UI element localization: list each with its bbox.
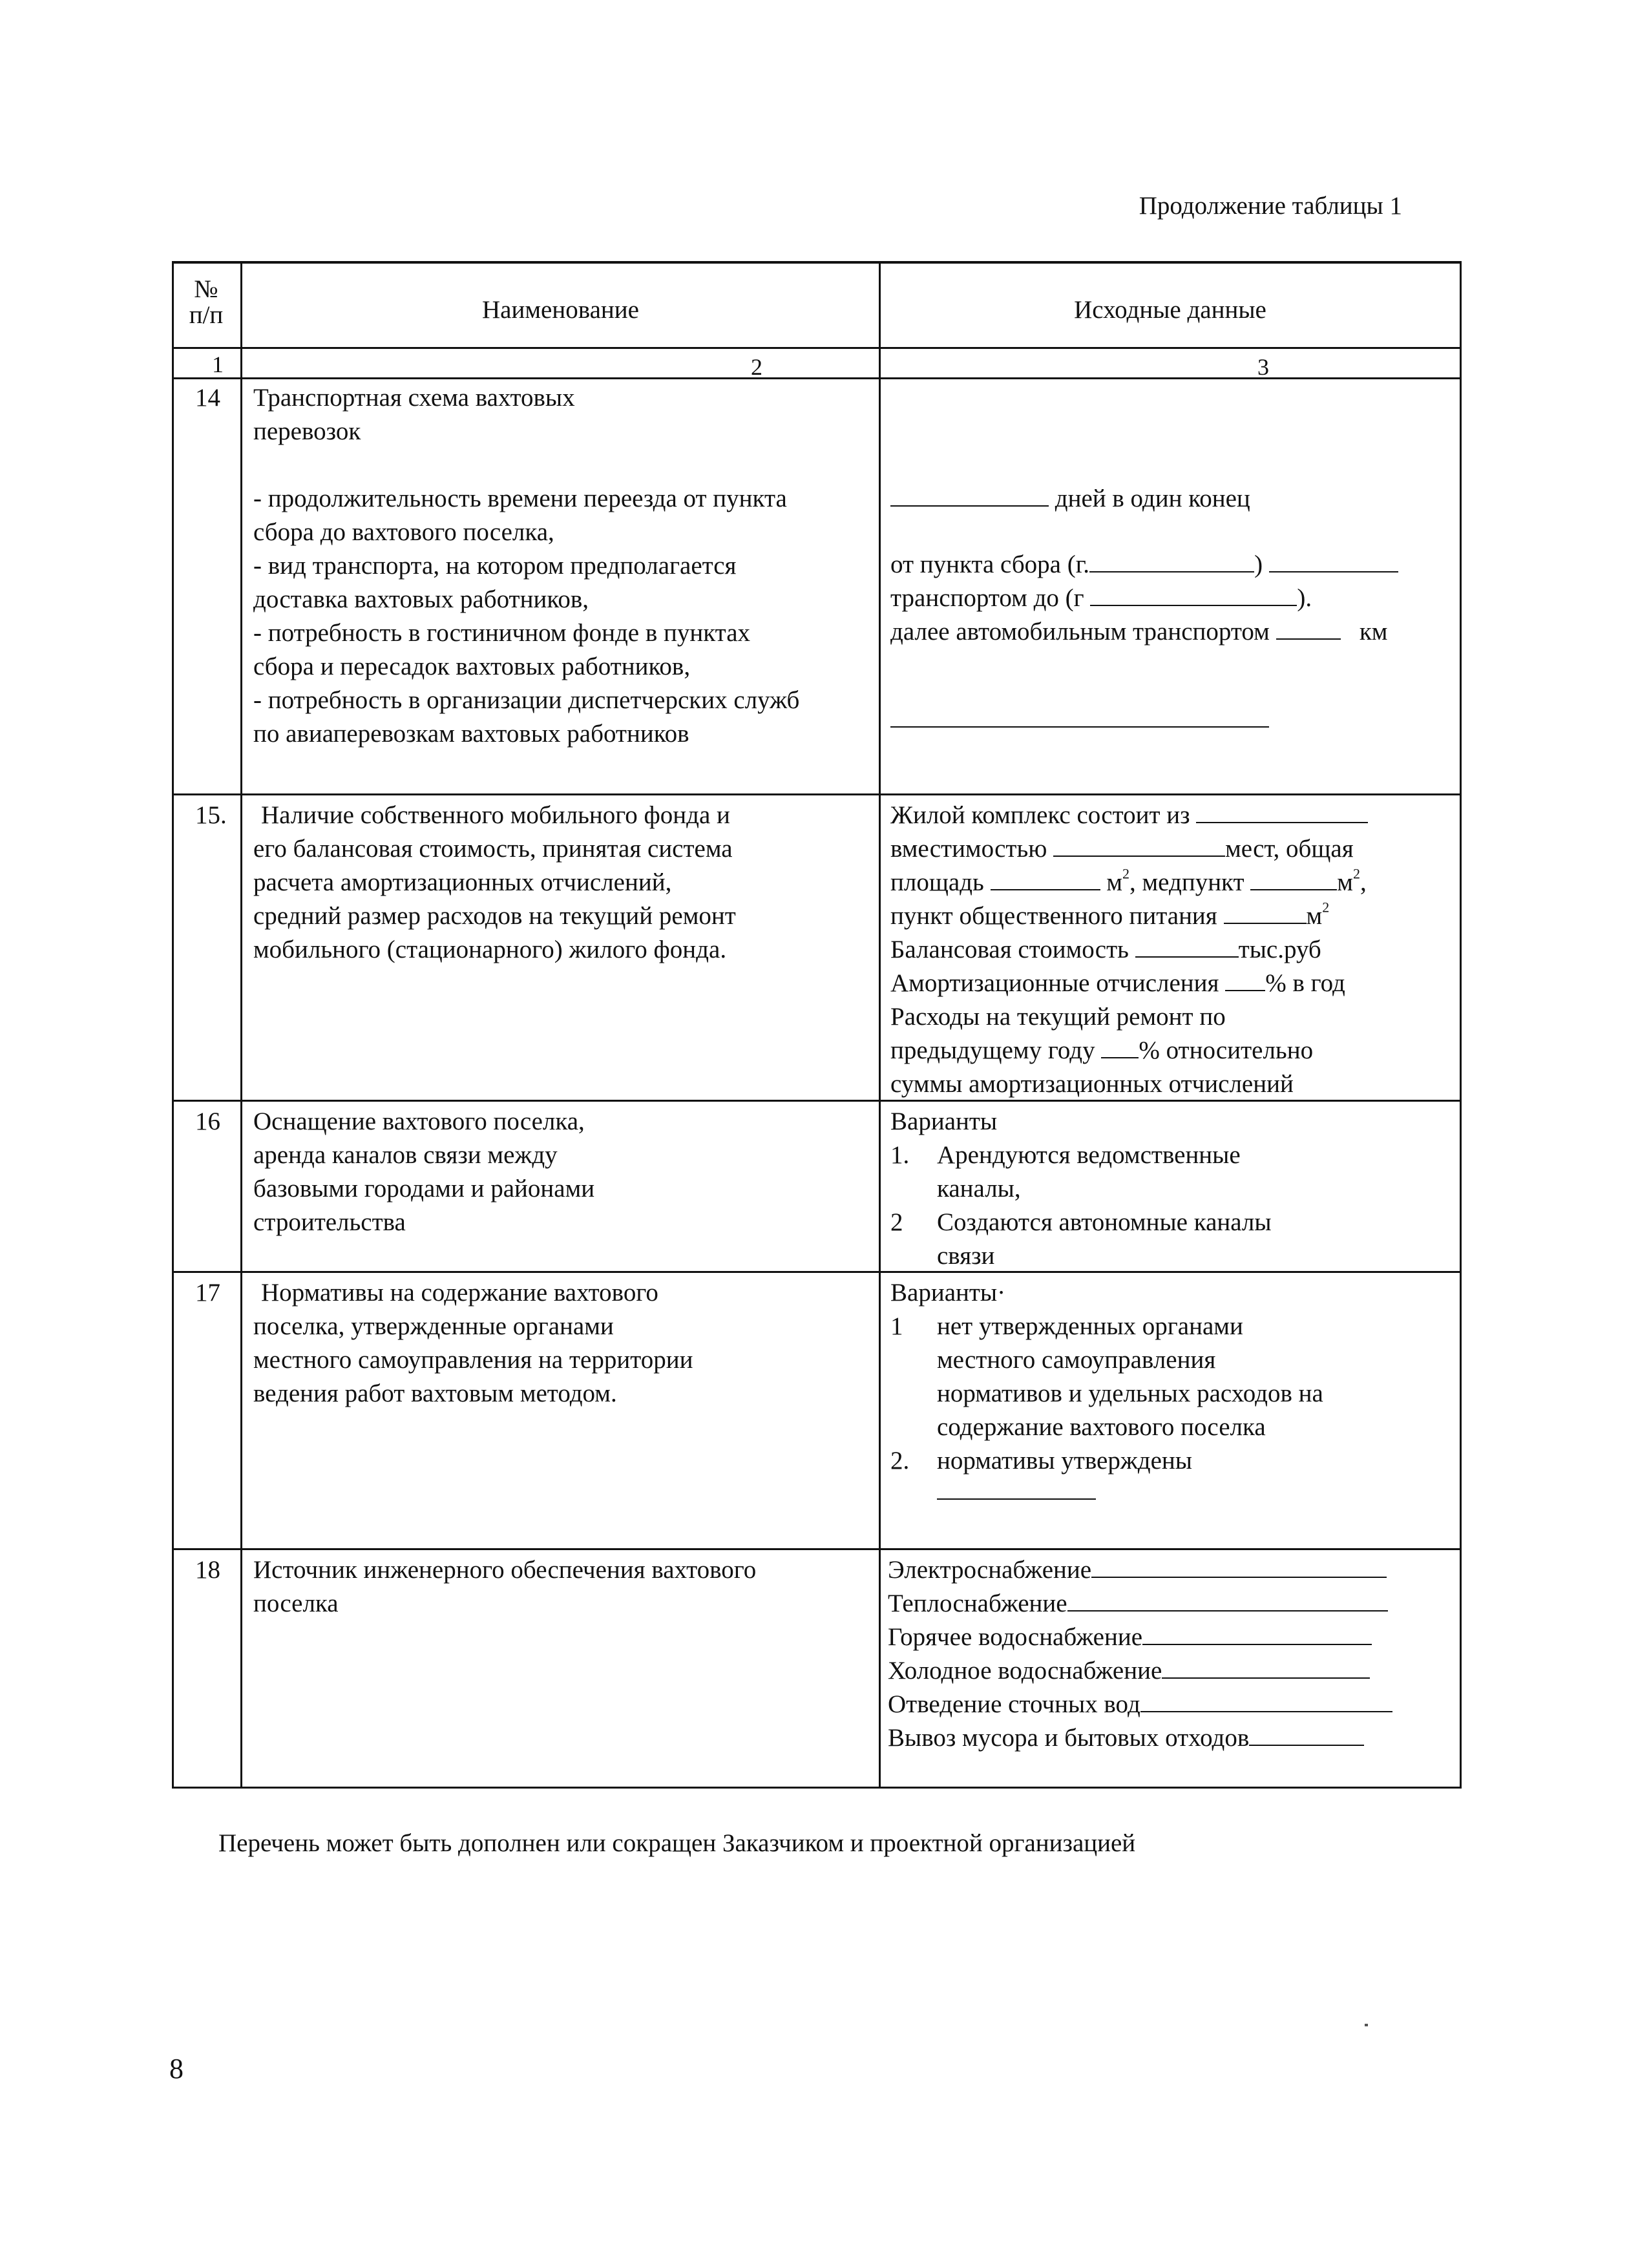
- option-1-text: нет утвержденных органами: [937, 1312, 1243, 1340]
- utility-label: Теплоснабжение: [888, 1590, 1067, 1617]
- table-top-border: [172, 261, 1462, 264]
- places-label: мест, общая: [1225, 835, 1354, 863]
- option-1-text-cont: содержание вахтового поселка: [937, 1413, 1266, 1441]
- blank-capacity: [1053, 833, 1225, 857]
- utility-heating: [888, 1587, 1453, 1621]
- capacity-line: [890, 832, 1453, 866]
- header-col-number-line1: №: [194, 275, 218, 303]
- blank-electricity: [1091, 1554, 1387, 1578]
- option-2-number: 2.: [890, 1447, 910, 1475]
- option-2: [890, 1206, 1453, 1239]
- blank-days: [890, 483, 1049, 507]
- variants-label: Варианты: [890, 1108, 998, 1135]
- repair-line-2: [890, 1034, 1453, 1067]
- thousand-rub-label: тыс.руб: [1238, 936, 1321, 963]
- blank-cold-water: [1162, 1655, 1370, 1679]
- utility-cold-water: [888, 1654, 1453, 1688]
- row-divider-17: [172, 1548, 1462, 1550]
- utility-electricity: [888, 1553, 1453, 1587]
- row-18-name-line: Источник инженерного обеспечения вахтового: [253, 1556, 757, 1584]
- transport-to-line: [890, 582, 1453, 615]
- blank-hot-water: [1142, 1621, 1372, 1645]
- row-16-name-line: Оснащение вахтового поселка,: [253, 1108, 585, 1135]
- row-16-name: [253, 1105, 594, 1239]
- table-right-border: [1460, 261, 1462, 1789]
- days-label: дней в один конец: [1055, 485, 1250, 512]
- row-17-name-line: поселка, утвержденные органами: [253, 1312, 614, 1340]
- utility-label: Электроснабжение: [888, 1556, 1092, 1584]
- row-18-number: 18: [195, 1556, 220, 1584]
- row-14-name-line: сбора до вахтового поселка,: [253, 518, 554, 546]
- row-17-name-line: Нормативы на содержание вахтового: [261, 1279, 658, 1307]
- repair-prev-year-label: предыдущему году: [890, 1036, 1095, 1064]
- repair-relative-label: % относительно: [1139, 1036, 1314, 1064]
- row-14-name-line: перевозок: [253, 417, 361, 445]
- row-14-name-line: по авиаперевозкам вахтовых работников: [253, 720, 689, 748]
- row-15-name-line: мобильного (стационарного) жилого фонда.: [253, 936, 727, 963]
- column-number-2: 2: [751, 354, 762, 380]
- blank-heating: [1067, 1588, 1388, 1612]
- row-14-name-line: [253, 448, 799, 482]
- option-2-text-cont: связи: [937, 1242, 995, 1270]
- blank-balance: [1135, 934, 1239, 958]
- table-left-border: [172, 261, 174, 1789]
- blank-amort-percent: [1225, 967, 1265, 991]
- further-auto-label: далее автомобильным транспортом: [890, 618, 1270, 646]
- column-number-1: 1: [212, 352, 224, 377]
- row-15-name-line: Наличие собственного мобильного фонда и: [261, 801, 730, 829]
- option-1-text-cont: нормативов и удельных расходов на: [937, 1380, 1323, 1407]
- utility-label: Отведение сточных вод: [888, 1690, 1140, 1718]
- amort-line: [890, 967, 1453, 1000]
- row-14-name-line: - потребность в организации диспетчерских служб: [253, 686, 800, 714]
- option-1-text: Арендуются ведомственные: [937, 1141, 1241, 1169]
- option-1-number: 1: [890, 1312, 903, 1340]
- blank-waste: [1249, 1722, 1364, 1746]
- km-label: км: [1359, 618, 1388, 646]
- blank-sewage: [1140, 1688, 1392, 1712]
- catering-line: [890, 899, 1453, 933]
- option-2-number: 2: [890, 1208, 903, 1236]
- row-17-number: 17: [195, 1279, 220, 1307]
- utility-label: Горячее водоснабжение: [888, 1623, 1143, 1651]
- row-14-name-line: Транспортная схема вахтовых: [253, 384, 575, 412]
- utility-waste: [888, 1721, 1453, 1755]
- catering-label: пункт общественного питания: [890, 902, 1217, 930]
- row-14-name-line: сбора и пересадок вахтовых работников,: [253, 653, 691, 680]
- row-15-name-line: расчета амортизационных отчислений,: [253, 868, 672, 896]
- option-1-text-cont: местного самоуправления: [937, 1346, 1216, 1374]
- footnote: Перечень может быть дополнен или сокращен Заказчиком и проектной организацией: [218, 1829, 1136, 1857]
- transport-to-label: транспортом до (г: [890, 584, 1084, 612]
- row-15-name-line: его балансовая стоимость, принятая система: [253, 835, 733, 863]
- header-col-name: Наименование: [482, 296, 639, 324]
- option-2-text: Создаются автономные каналы: [937, 1208, 1272, 1236]
- blank-repair-percent: [1101, 1034, 1139, 1058]
- repair-line-1: Расходы на текущий ремонт по: [890, 1003, 1226, 1031]
- row-17-name: [253, 1276, 693, 1411]
- option-1-number: 1.: [890, 1141, 910, 1169]
- blank-hotel-fund: [890, 704, 1269, 728]
- utility-label: Вывоз мусора и бытовых отходов: [888, 1724, 1250, 1752]
- row-18-data: [888, 1553, 1453, 1755]
- amort-label: Амортизационные отчисления: [890, 969, 1219, 997]
- row-15-name-line: средний размер расходов на текущий ремонт: [253, 902, 736, 930]
- utility-sewage: [888, 1688, 1453, 1721]
- balance-label: Балансовая стоимость: [890, 936, 1129, 963]
- row-18-name: [253, 1553, 756, 1621]
- scan-speck: [1365, 2024, 1368, 2026]
- option-2: [890, 1444, 1453, 1478]
- capacity-label: вместимостью: [890, 835, 1047, 863]
- option-1: [890, 1310, 1453, 1343]
- m2-comma-label: $м^2$,: [1337, 865, 1367, 896]
- row-14-name-line: доставка вахтовых работников,: [253, 585, 589, 613]
- row-14-name-line: - вид транспорта, на котором предполагается: [253, 552, 737, 580]
- blank-catering-area: [1224, 900, 1307, 924]
- blank-km: [1276, 616, 1341, 640]
- header-divider: [172, 347, 1462, 349]
- row-16-name-line: аренда каналов связи между: [253, 1141, 558, 1169]
- blank-complex-composition: [1196, 799, 1368, 823]
- blank-from-city: [1089, 549, 1254, 572]
- blank-transport-kind: [1269, 549, 1398, 572]
- header-col-source-data: Исходные данные: [1074, 296, 1266, 324]
- repair-line-3: суммы амортизационных отчислений: [890, 1070, 1294, 1098]
- further-auto-line: [890, 615, 1453, 649]
- row-16-name-line: базовыми городами и районами: [253, 1175, 595, 1202]
- table-bottom-border: [172, 1787, 1462, 1789]
- col1-divider: [240, 261, 242, 1789]
- m2-label: $м^2$: [1306, 899, 1330, 930]
- data-table: [172, 261, 1462, 1789]
- column-number-3: 3: [1257, 354, 1269, 380]
- row-18-name-line: поселка: [253, 1590, 339, 1617]
- balance-line: [890, 933, 1453, 967]
- area-line: [890, 866, 1453, 899]
- utility-label: Холодное водоснабжение: [888, 1657, 1162, 1685]
- days-line: [890, 482, 1453, 516]
- area-label: площадь: [890, 868, 984, 896]
- complex-label: Жилой комплекс состоит из: [890, 801, 1190, 829]
- row-17-name-line: ведения работ вахтовым методом.: [253, 1380, 617, 1407]
- from-point-label: от пункта сбора (г.: [890, 551, 1090, 578]
- pct-year-label: % в год: [1265, 969, 1345, 997]
- m2-medpoint-label: $м^2$, медпункт: [1106, 865, 1245, 896]
- row-14-name-line: - продолжительность времени переезда от пункта: [253, 485, 787, 512]
- transport-to-end: ).: [1297, 584, 1312, 612]
- option-2-text: нормативы утверждены: [937, 1447, 1192, 1475]
- row-17-name-line: местного самоуправления на территории: [253, 1346, 693, 1374]
- from-point-line: от пункта сбора (г. ): [890, 548, 1453, 582]
- row-15-name: [253, 799, 736, 967]
- blank-norms: [937, 1476, 1096, 1500]
- option-1-text-cont: каналы,: [937, 1175, 1021, 1202]
- col2-divider: [879, 261, 881, 1789]
- option-1: [890, 1139, 1453, 1172]
- header-col-number: [172, 277, 240, 328]
- page-number: 8: [169, 2053, 184, 2084]
- complex-line: [890, 799, 1453, 832]
- row-14-name: [253, 381, 799, 751]
- row-17-data: [890, 1276, 1453, 1509]
- row-16-number: 16: [195, 1108, 220, 1135]
- blank-medpoint-area: [1250, 866, 1337, 890]
- row-16-data: [890, 1105, 1453, 1273]
- blank-dispatch-services: [890, 771, 1108, 795]
- row-15-data: [890, 799, 1453, 1101]
- header-col-number-line2: п/п: [189, 301, 224, 329]
- utility-hot-water: [888, 1621, 1453, 1654]
- row-14-name-line: - потребность в гостиничном фонде в пунктах: [253, 619, 751, 647]
- table-continuation-caption: Продолжение таблицы 1: [1139, 192, 1402, 220]
- row-14-data: [890, 482, 1453, 804]
- row-15-number: 15.: [195, 801, 227, 829]
- variants-label: Варианты·: [890, 1279, 1006, 1307]
- blank-area: [991, 866, 1100, 890]
- row-16-name-line: строительства: [253, 1208, 406, 1236]
- blank-to-city: [1090, 582, 1297, 606]
- row-14-number: 14: [195, 384, 220, 412]
